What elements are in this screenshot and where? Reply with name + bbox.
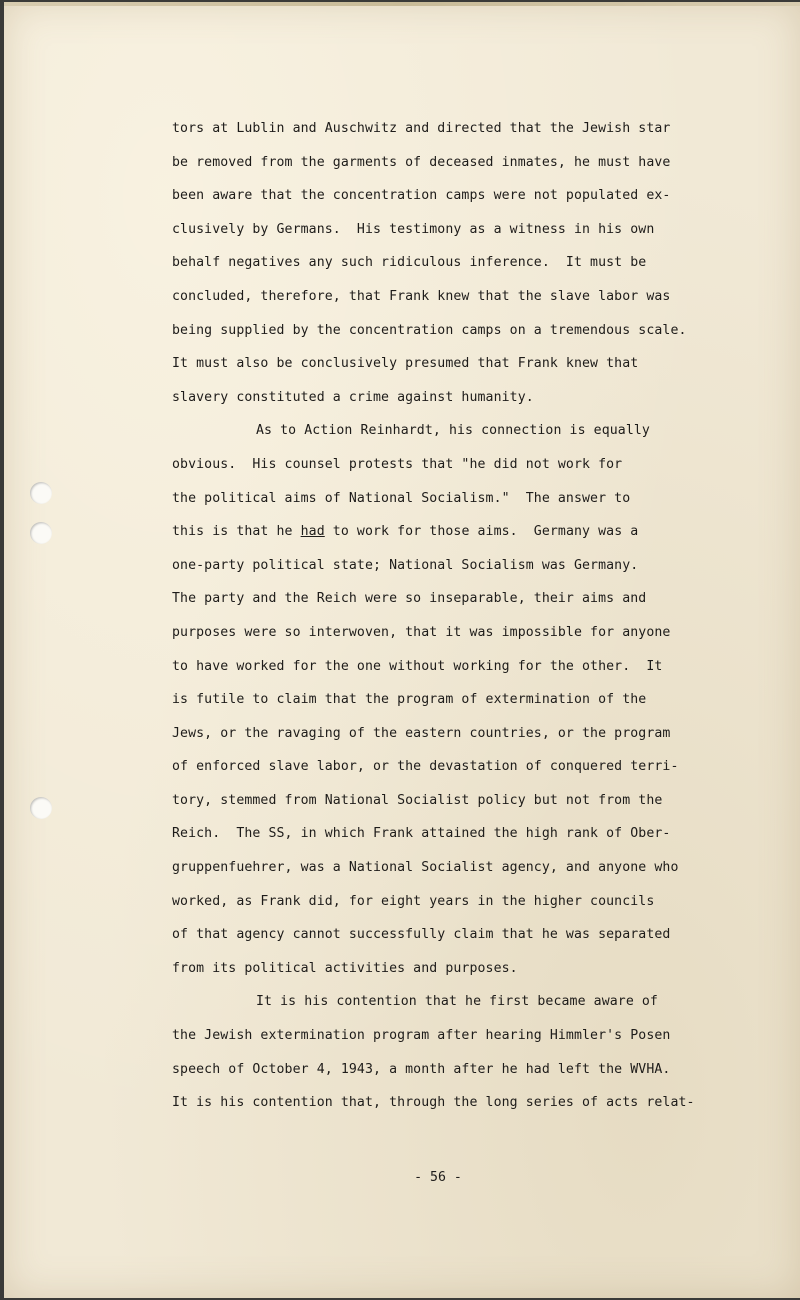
text-line: behalf negatives any such ridiculous inference. It must be	[172, 255, 647, 271]
text-line: worked, as Frank did, for eight years in the higher councils	[172, 893, 655, 909]
text-segment: to work for those aims. Germany was a	[324, 524, 639, 540]
text-line: It is his contention that he first became aware of	[256, 994, 658, 1010]
text-line: purposes were so interwoven, that it was impossible for anyone	[172, 624, 671, 640]
text-segment: this is that he	[172, 524, 301, 540]
text-line: of enforced slave labor, or the devastation of conquered terri-	[172, 759, 679, 775]
text-line: slavery constituted a crime against humanity.	[172, 389, 534, 405]
typed-body-text	[172, 112, 732, 1120]
text-line: been aware that the concentration camps were not populated ex-	[172, 188, 671, 204]
text-line: Jews, or the ravaging of the eastern countries, or the program	[172, 725, 671, 741]
page-number: - 56 -	[414, 1170, 462, 1185]
text-line: concluded, therefore, that Frank knew that the slave labor was	[172, 288, 671, 304]
text-line: from its political activities and purposes.	[172, 960, 518, 976]
text-line: be removed from the garments of deceased inmates, he must have	[172, 154, 671, 170]
text-line: tory, stemmed from National Socialist policy but not from the	[172, 792, 663, 808]
text-line: As to Action Reinhardt, his connection is equally	[256, 423, 650, 439]
text-line: being supplied by the concentration camps on a tremendous scale.	[172, 322, 687, 338]
text-line: to have worked for the one without working for the other. It	[172, 658, 663, 674]
page-top-edge	[4, 2, 800, 6]
document-page	[4, 2, 800, 1298]
text-line: tors at Lublin and Auschwitz and directed that the Jewish star	[172, 121, 671, 136]
text-line: It must also be conclusively presumed that Frank knew that	[172, 356, 639, 372]
text-line: Reich. The SS, in which Frank attained the high rank of Ober-	[172, 826, 671, 842]
text-line	[172, 515, 732, 549]
text-line: of that agency cannot successfully claim that he was separated	[172, 927, 671, 943]
punch-hole	[30, 522, 52, 544]
text-line: obvious. His counsel protests that "he did not work for	[172, 456, 623, 472]
text-line: the political aims of National Socialism." The answer to	[172, 490, 631, 506]
text-line: clusively by Germans. His testimony as a witness in his own	[172, 221, 655, 237]
punch-hole	[30, 797, 52, 819]
text-line: speech of October 4, 1943, a month after he had left the WVHA.	[172, 1061, 671, 1077]
text-line: the Jewish extermination program after hearing Himmler's Posen	[172, 1028, 671, 1044]
text-line: It is his contention that, through the long series of acts relat-	[172, 1095, 695, 1111]
text-line: one-party political state; National Socialism was Germany.	[172, 557, 639, 573]
underlined-word: had	[300, 524, 325, 540]
text-line: The party and the Reich were so inseparable, their aims and	[172, 591, 647, 607]
punch-hole	[30, 482, 52, 504]
text-line: is futile to claim that the program of extermination of the	[172, 692, 647, 708]
text-line: gruppenfuehrer, was a National Socialist agency, and anyone who	[172, 860, 679, 876]
